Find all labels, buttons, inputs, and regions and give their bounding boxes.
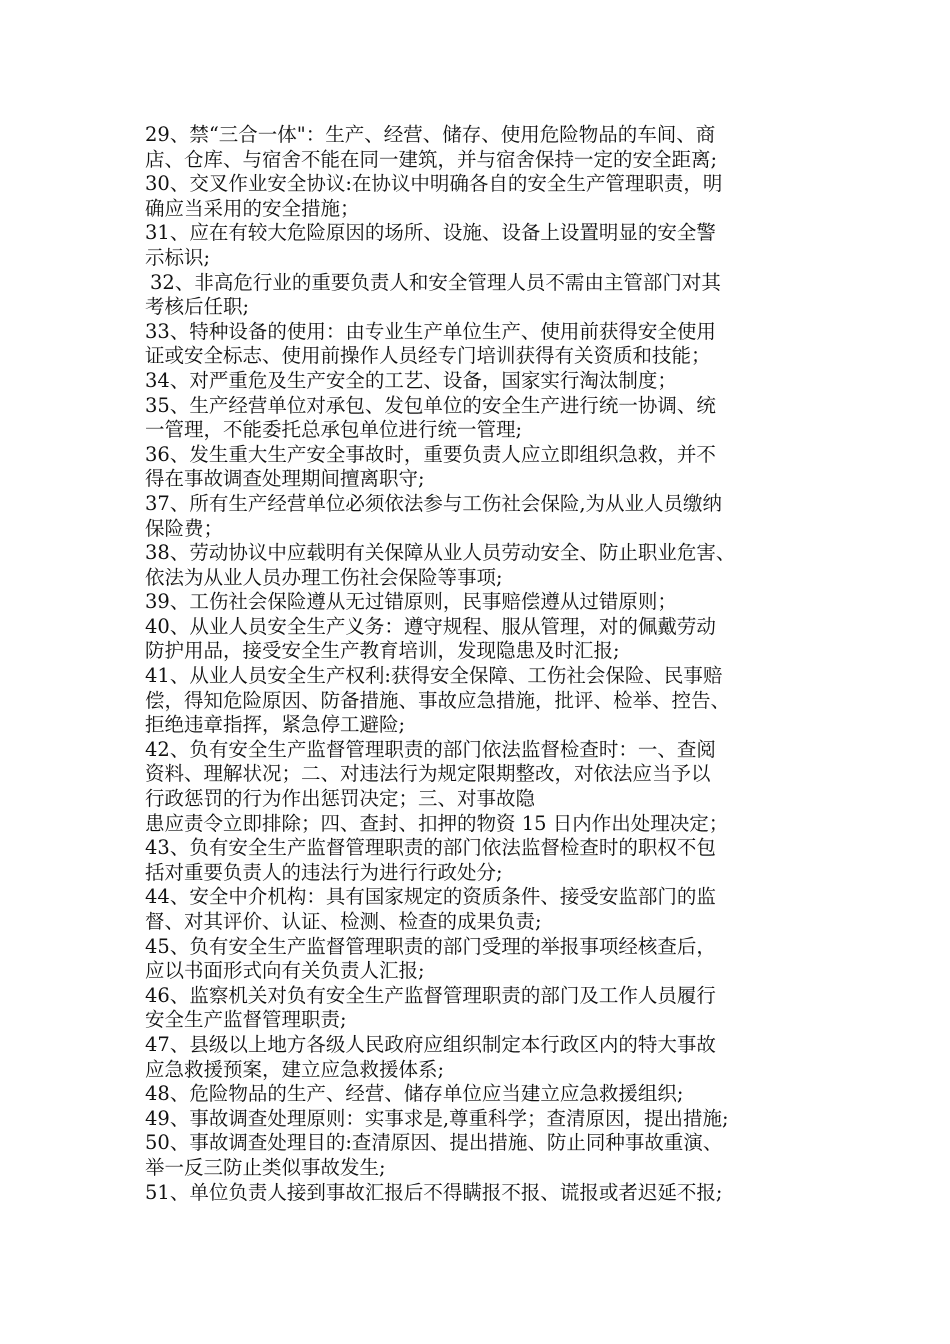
- text-line-31b: 示标识;: [145, 245, 211, 269]
- text-line-50a: 50、事故调查处理目的:查清原因、提出措施、防止同种事故重演、: [145, 1131, 723, 1155]
- document-body: [145, 123, 825, 1205]
- text-line-30a: 30、交叉作业安全协议:在协议中明确各自的安全生产管理职责，明: [145, 172, 723, 196]
- text-line-49: 49、事故调查处理原则：实事求是,尊重科学；查清原因，提出措施;: [145, 1106, 729, 1130]
- text-line-44b: 督、对其评价、认证、检测、检查的成果负责;: [145, 910, 542, 933]
- text-line-48: 48、危险物品的生产、经营、储存单位应当建立应急救援组织;: [145, 1082, 684, 1106]
- text-line-33a: 33、特种设备的使用：由专业生产单位生产、使用前获得安全使用: [145, 319, 716, 343]
- text-line-47b: 应急救援预案，建立应急救援体系;: [145, 1057, 445, 1081]
- text-line-36b: 得在事故调查处理期间擅离职守;: [145, 467, 425, 491]
- text-line-32b: 考核后任职;: [145, 295, 250, 319]
- text-line-40b: 防护用品，接受安全生产教育培训，发现隐患及时汇报;: [145, 639, 620, 663]
- text-line-41c: 拒绝违章指挥，紧急停工避险;: [145, 713, 406, 737]
- text-line-46b: 安全生产监督管理职责;: [145, 1008, 347, 1032]
- text-line-51: 51、单位负责人接到事故汇报后不得瞒报不报、谎报或者迟延不报;: [145, 1180, 723, 1204]
- text-line-50b: 举一反三防止类似事故发生;: [145, 1155, 386, 1179]
- text-line-43a: 43、负有安全生产监督管理职责的部门依法监督检查时的职权不包: [145, 836, 716, 860]
- text-line-42d: 患应责令立即排除；四、查封、扣押的物资 15 日内作出处理决定；: [145, 811, 729, 835]
- text-line-39: 39、工伤社会保险遵从无过错原则，民事赔偿遵从过错原则；: [145, 590, 677, 614]
- text-line-35a: 35、生产经营单位对承包、发包单位的安全生产进行统一协调、统: [145, 393, 716, 417]
- text-line-46a: 46、监察机关对负有安全生产监督管理职责的部门及工作人员履行: [145, 983, 716, 1007]
- text-line-38a: 38、劳动协议中应载明有关保障从业人员劳动安全、防止职业危害、: [145, 541, 736, 565]
- text-line-36a: 36、发生重大生产安全事故时，重要负责人应立即组织急救，并不: [145, 442, 716, 466]
- text-line-35b: 一管理，不能委托总承包单位进行统一管理;: [145, 418, 523, 442]
- text-line-29b: 店、仓库、与宿舍不能在同一建筑，并与宿舍保持一定的安全距离;: [145, 147, 718, 171]
- text-line-41a: 41、从业人员安全生产权利:获得安全保障、工伤社会保险、民事赔: [145, 664, 723, 688]
- text-line-42a: 42、负有安全生产监督管理职责的部门依法监督检查时：一、查阅: [145, 737, 716, 761]
- text-line-32a: 32、非高危行业的重要负责人和安全管理人员不需由主管部门对其: [150, 270, 721, 294]
- text-line-37b: 保险费；: [145, 516, 224, 540]
- text-line-30b: 确应当采用的安全措施；: [145, 196, 360, 220]
- text-line-42b: 资料、理解状况；二、对违法行为规定限期整改，对依法应当予以: [145, 762, 711, 786]
- text-line-45b: 应以书面形式向有关负责人汇报;: [145, 959, 425, 983]
- text-line-41b: 偿，得知危险原因、防备措施、事故应急措施，批评、检举、控告、: [145, 688, 731, 712]
- text-line-44a: 44、安全中介机构：具有国家规定的资质条件、接受安监部门的监: [145, 885, 716, 909]
- text-line-47a: 47、县级以上地方各级人民政府应组织制定本行政区内的特大事故: [145, 1032, 716, 1056]
- text-line-45a: 45、负有安全生产监督管理职责的部门受理的举报事项经核查后，: [145, 934, 716, 958]
- text-line-33b: 证或安全标志、使用前操作人员经专门培训获得有关资质和技能；: [145, 344, 711, 368]
- text-line-31a: 31、应在有较大危险原因的场所、设施、设备上设置明显的安全警: [145, 221, 716, 245]
- text-line-42c: 行政惩罚的行为作出惩罚决定；三、对事故隐: [145, 787, 536, 811]
- text-line-29a: 29、禁“三合一体"：生产、经营、储存、使用危险物品的车间、商: [145, 123, 716, 146]
- text-line-38b: 依法为从业人员办理工伤社会保险等事项;: [145, 565, 503, 589]
- text-line-40a: 40、从业人员安全生产义务：遵守规程、服从管理，对的佩戴劳动: [145, 614, 716, 638]
- text-line-34: 34、对严重危及生产安全的工艺、设备，国家实行淘汰制度；: [145, 368, 677, 392]
- text-line-37a: 37、所有生产经营单位必须依法参与工伤社会保险,为从业人员缴纳: [145, 491, 723, 515]
- text-line-43b: 括对重要负责人的违法行为进行行政处分;: [145, 860, 503, 884]
